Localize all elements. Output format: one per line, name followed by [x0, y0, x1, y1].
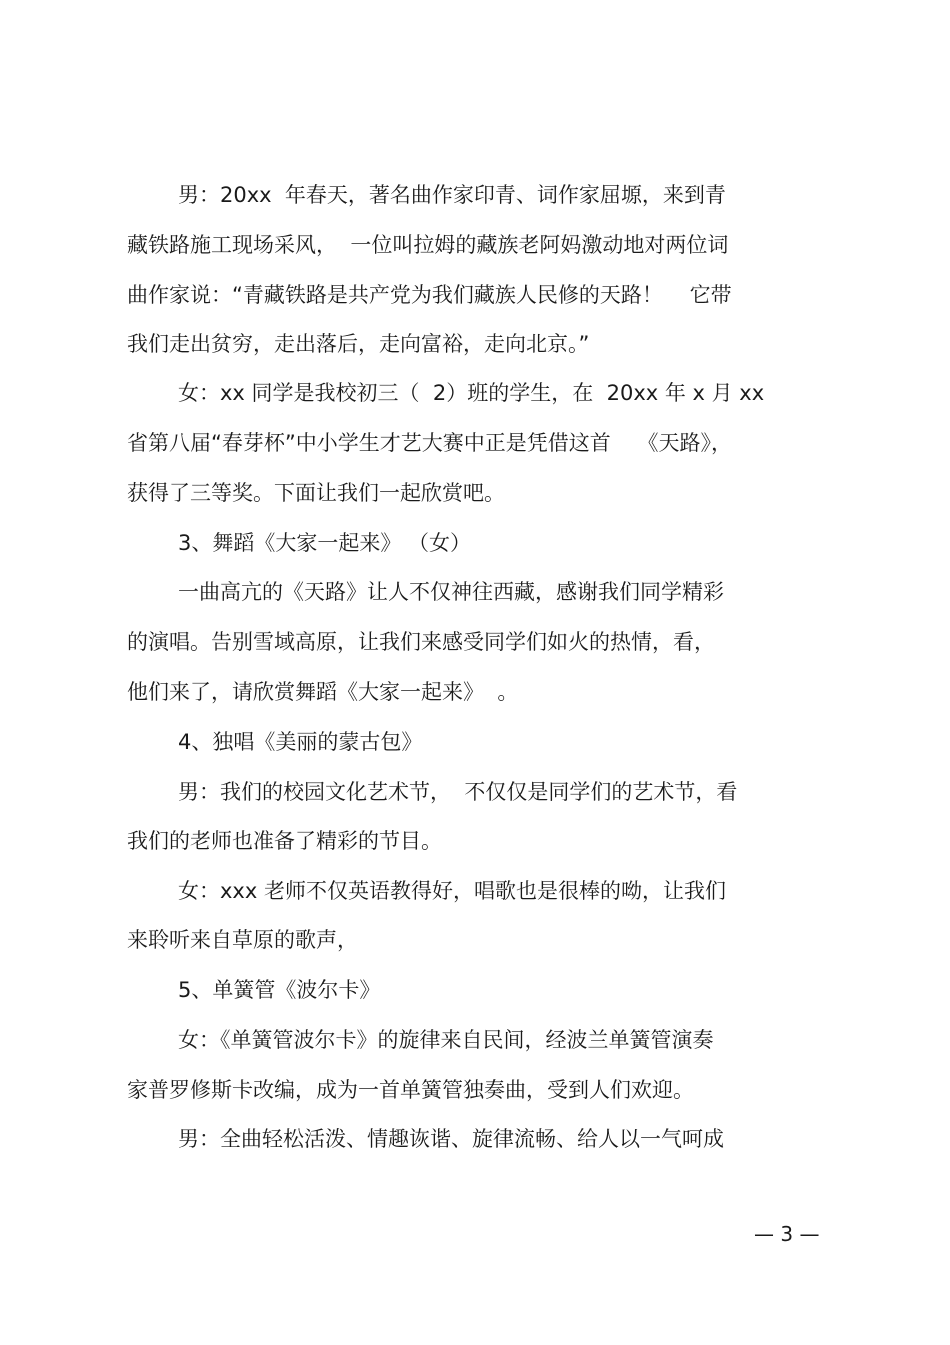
text-line-15: 女：xxx 老师不仅英语教得好，唱歌也是很棒的呦，让我们: [178, 879, 726, 903]
text-line-14: 我们的老师也准备了精彩的节目。: [127, 829, 442, 853]
text-line-2: 藏铁路施工现场采风， 一位叫拉姆的藏族老阿妈激动地对两位词: [127, 233, 729, 257]
text-line-4: 我们走出贫穷，走出落后，走向富裕，走向北京。”: [127, 332, 590, 356]
text-line-5: 女：xx 同学是我校初三（ 2）班的学生，在 20xx 年 x 月 xx: [178, 381, 765, 405]
text-line-16: 来聆听来自草原的歌声，: [127, 928, 358, 952]
text-line-10: 的演唱。告别雪域高原，让我们来感受同学们如火的热情，看，: [127, 630, 715, 654]
text-line-3: 曲作家说：“青藏铁路是共产党为我们藏族人民修的天路！ 它带: [127, 283, 732, 307]
section-heading-4: 4、独唱《美丽的蒙古包》: [178, 730, 423, 754]
section-heading-3: 3、舞蹈《大家一起来》 （女）: [178, 531, 472, 555]
text-line-6: 省第八届“春芽杯”中小学生才艺大赛中正是凭借这首 《天路》，: [127, 431, 732, 455]
text-line-11: 他们来了，请欣赏舞蹈《大家一起来》 。: [127, 680, 519, 704]
text-line-7: 获得了三等奖。下面让我们一起欣赏吧。: [127, 481, 505, 505]
section-heading-5: 5、单簧管《波尔卡》: [178, 978, 381, 1002]
text-line-13: 男：我们的校园文化艺术节， 不仅仅是同学们的艺术节，看: [178, 780, 738, 804]
text-line-19: 家普罗修斯卡改编，成为一首单簧管独奏曲，受到人们欢迎。: [127, 1078, 694, 1102]
text-line-9: 一曲高亢的《天路》让人不仅神往西藏，感谢我们同学精彩: [178, 580, 724, 604]
text-line-20: 男：全曲轻松活泼、情趣诙谐、旋律流畅、给人以一气呵成: [178, 1127, 724, 1151]
page-number: — 3 —: [754, 1222, 820, 1246]
text-line-18: 女：《单簧管波尔卡》的旋律来自民间，经波兰单簧管演奏: [178, 1028, 714, 1052]
text-line-1: 男：20xx 年春天，著名曲作家印青、词作家屈塬，来到青: [178, 183, 726, 207]
